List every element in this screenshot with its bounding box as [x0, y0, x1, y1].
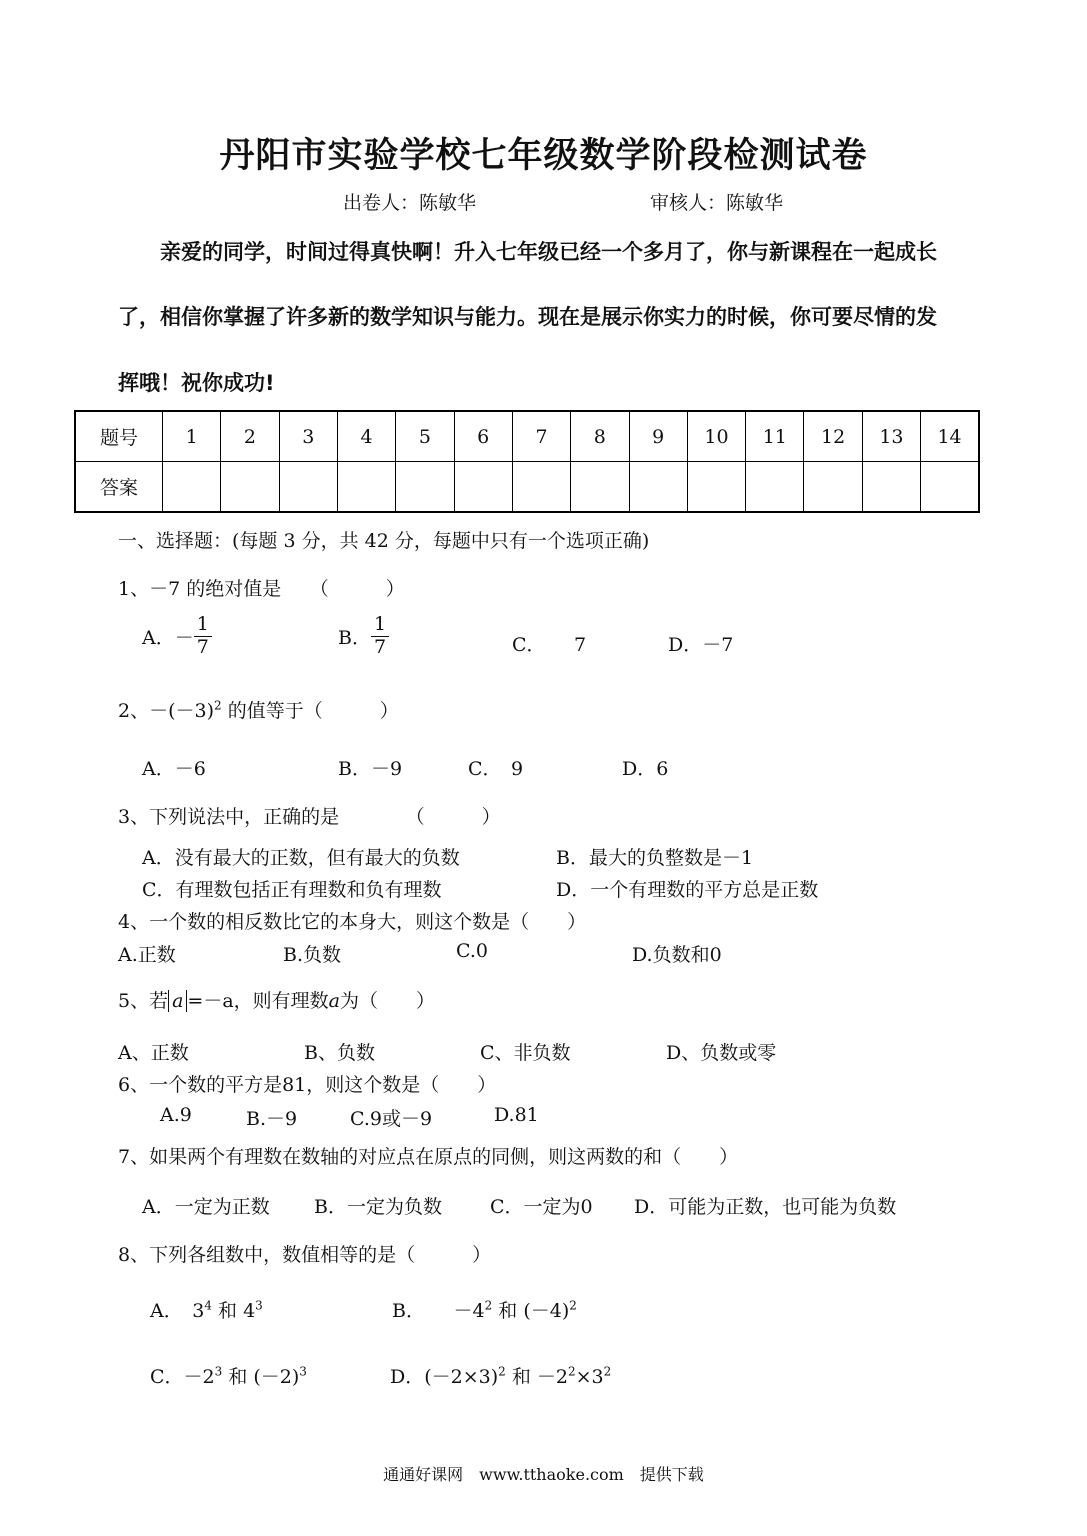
question-number: 11: [746, 411, 804, 462]
q8-a-and: 和: [211, 1300, 244, 1322]
question-8-stem: 8、下列各组数中，数值相等的是（ ）: [118, 1244, 492, 1266]
question-1-stem: 1、－7 的绝对值是 （ ）: [118, 578, 405, 600]
q2-option-c: C． 9: [468, 758, 524, 780]
setter-label: 出卷人：陈敏华: [343, 192, 477, 214]
answer-table-answer-row: [75, 462, 979, 513]
q5-option-b: B、负数: [304, 1042, 375, 1064]
q8-d-and: 和: [505, 1366, 537, 1388]
q6-option-d: D.81: [494, 1104, 539, 1126]
q5-option-c: C、非负数: [480, 1042, 571, 1064]
q8-a-exp2: 3: [255, 1298, 263, 1313]
q4-option-d: D.负数和0: [632, 944, 722, 966]
question-number: 12: [804, 411, 862, 462]
q8-option-a: [150, 1296, 263, 1323]
q8-b-label: B．: [392, 1300, 416, 1322]
q8-d-exp3: 2: [603, 1364, 612, 1379]
q2-option-a: A．－6: [142, 758, 206, 780]
answer-cell[interactable]: [337, 462, 395, 513]
q8-d-base2: －2: [536, 1366, 568, 1388]
q8-b-and: 和: [492, 1300, 524, 1322]
answer-cell[interactable]: [221, 462, 279, 513]
answer-cell[interactable]: [163, 462, 221, 513]
q8-b-exp1: 2: [484, 1298, 493, 1313]
q5-prefix: 5、若: [118, 990, 169, 1012]
answer-cell[interactable]: [629, 462, 687, 513]
question-number: 5: [396, 411, 454, 462]
q8-a-label: A．: [150, 1300, 174, 1322]
question-number: 3: [279, 411, 337, 462]
q8-option-c: [150, 1362, 307, 1389]
question-6-stem: 6、一个数的平方是81，则这个数是（ ）: [118, 1074, 497, 1096]
intro-line-3: 挥哦！祝你成功!: [118, 371, 275, 395]
q1-option-c: C． 7: [512, 634, 587, 656]
q6-option-b: B.－9: [246, 1108, 298, 1130]
q1-b-fraction: [371, 614, 389, 659]
question-number: 8: [571, 411, 629, 462]
q1-a-label: A．－: [142, 626, 194, 649]
page-footer: 通通好课网 www.tthaoke.com 提供下载: [383, 1465, 704, 1484]
q8-a-base1: 3: [192, 1300, 205, 1322]
question-number: 9: [629, 411, 687, 462]
answer-cell[interactable]: [687, 462, 745, 513]
answer-cell[interactable]: [571, 462, 629, 513]
answer-cell[interactable]: [454, 462, 512, 513]
question-number: 6: [454, 411, 512, 462]
q2-option-b: B．－9: [338, 758, 403, 780]
q5-abs-value: a: [168, 990, 187, 1012]
question-number: 7: [512, 411, 570, 462]
question-number: 2: [221, 411, 279, 462]
q8-d-base1: (－2×3): [424, 1366, 499, 1388]
q3-option-d: D．一个有理数的平方总是正数: [556, 879, 819, 901]
q1-a-denominator: 7: [196, 635, 209, 658]
q7-option-a: A．一定为正数: [142, 1196, 270, 1218]
number-header: 题号: [75, 411, 163, 462]
q1-a-numerator: 1: [194, 614, 212, 637]
q2-prefix: 2、－(－3): [118, 700, 215, 722]
q5-option-d: D、负数或零: [666, 1042, 777, 1064]
question-5-stem: [118, 986, 435, 1013]
q8-d-label: D．: [390, 1366, 425, 1388]
q8-c-exp2: 3: [299, 1364, 307, 1379]
answer-table-number-row: [75, 411, 979, 462]
q8-d-exp1: 2: [498, 1364, 506, 1379]
q5-option-a: A、正数: [118, 1042, 189, 1064]
question-number: 10: [687, 411, 745, 462]
q7-option-b: B．一定为负数: [314, 1196, 442, 1218]
q8-option-b: [392, 1296, 577, 1323]
q1-option-a: [142, 614, 212, 659]
q8-c-label: C．: [150, 1366, 184, 1388]
q2-exponent: 2: [214, 698, 222, 713]
question-number: 4: [337, 411, 395, 462]
intro-line-1: 亲爱的同学，时间过得真快啊！升入七年级已经一个多月了，你与新课程在一起成长: [160, 240, 937, 264]
q1-b-label: B．: [338, 626, 371, 649]
answer-cell[interactable]: [862, 462, 920, 513]
q7-option-c: C．一定为0: [490, 1196, 593, 1218]
question-3-stem: 3、下列说法中，正确的是 （ ）: [118, 806, 501, 828]
q4-option-a: A.正数: [118, 944, 176, 966]
answer-header: 答案: [75, 462, 163, 513]
q6-option-a: A.9: [160, 1104, 192, 1126]
q6-option-c: C.9或－9: [350, 1108, 433, 1130]
q8-c-exp1: 3: [214, 1364, 223, 1379]
q8-b-base1: －4: [453, 1300, 485, 1322]
q8-a-base2: 4: [243, 1300, 256, 1322]
q1-b-denominator: 7: [373, 635, 387, 658]
reviewer-label: 审核人：陈敏华: [650, 192, 784, 214]
question-2-stem: [118, 696, 399, 723]
q3-option-c: C．有理数包括正有理数和负有理数: [142, 879, 442, 901]
q1-option-d: D．－7: [668, 634, 734, 656]
section-1-heading: 一、选择题：(每题 3 分，共 42 分，每题中只有一个选项正确): [118, 530, 650, 552]
question-number: 1: [163, 411, 221, 462]
q7-option-d: D．可能为正数，也可能为负数: [634, 1196, 897, 1218]
answer-cell[interactable]: [512, 462, 570, 513]
q2-option-d: D．6: [622, 758, 669, 780]
q1-a-fraction: [194, 614, 212, 659]
q8-d-exp2: 2: [568, 1364, 576, 1379]
q8-b-base2: (－4): [523, 1300, 570, 1322]
q8-b-exp2: 2: [569, 1298, 577, 1313]
q1-option-b: [338, 614, 389, 659]
q5-suffix: 为（ ）: [340, 990, 436, 1012]
q5-mid: =－a，则有理数: [187, 990, 329, 1012]
q4-option-c: C.0: [456, 940, 488, 962]
answer-cell[interactable]: [804, 462, 862, 513]
q8-a-exp1: 4: [204, 1298, 212, 1313]
q3-option-b: B．最大的负整数是－1: [556, 847, 754, 869]
question-number: 13: [862, 411, 920, 462]
q2-suffix: 的值等于（ ）: [221, 700, 399, 722]
answer-cell[interactable]: [746, 462, 804, 513]
q8-c-base2: (－2): [253, 1366, 300, 1388]
q3-option-a: A．没有最大的正数，但有最大的负数: [142, 847, 460, 869]
answer-cell[interactable]: [279, 462, 337, 513]
q8-c-and: 和: [222, 1366, 254, 1388]
answer-cell[interactable]: [921, 462, 979, 513]
answer-cell[interactable]: [396, 462, 454, 513]
answer-table: [74, 410, 980, 513]
intro-line-2: 了，相信你掌握了许多新的数学知识与能力。现在是展示你实力的时候，你可要尽情的发: [118, 305, 937, 329]
q1-b-numerator: 1: [371, 614, 389, 637]
q4-option-b: B.负数: [283, 944, 342, 966]
question-7-stem: 7、如果两个有理数在数轴的对应点在原点的同侧，则这两数的和（ ）: [118, 1146, 739, 1168]
question-4-stem: 4、一个数的相反数比它的本身大，则这个数是（ ）: [118, 911, 587, 933]
q8-d-mid: ×3: [575, 1366, 604, 1388]
page-title: 丹阳市实验学校七年级数学阶段检测试卷: [219, 136, 868, 176]
q5-variable: a: [328, 990, 340, 1012]
q8-option-d: [390, 1362, 611, 1389]
question-number: 14: [921, 411, 979, 462]
q8-c-base1: －2: [183, 1366, 215, 1388]
